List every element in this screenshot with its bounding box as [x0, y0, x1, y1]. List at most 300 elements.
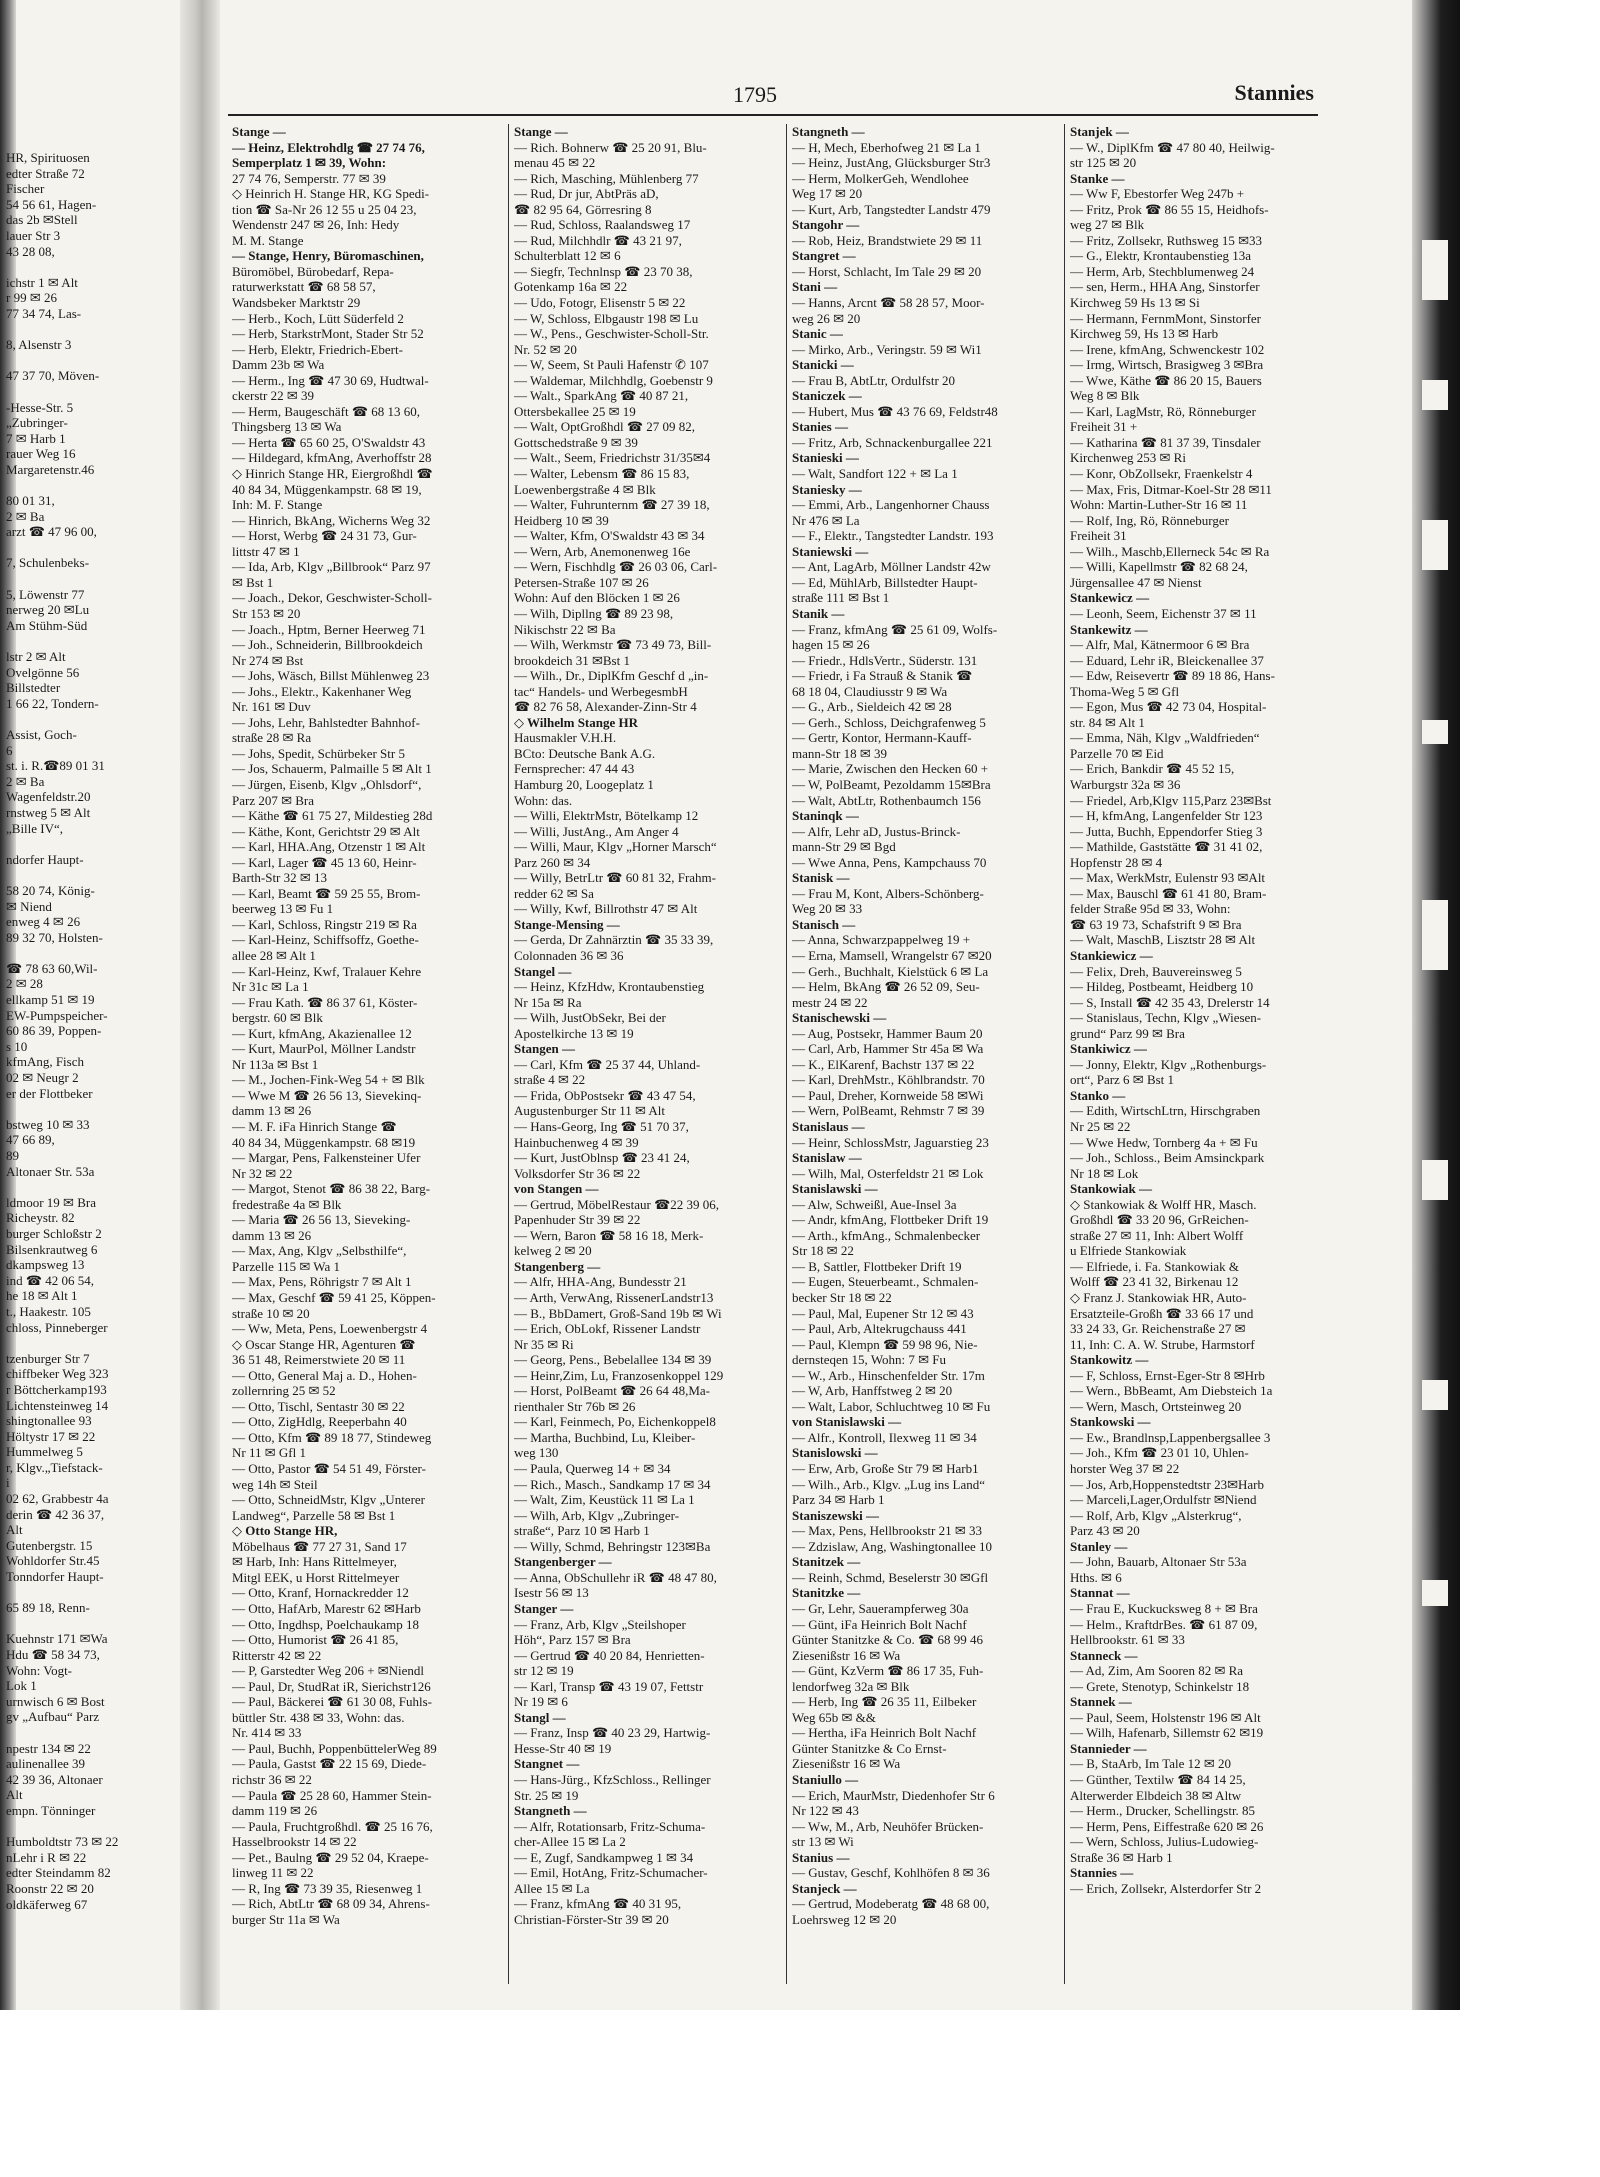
fragment-line: 5, Löwenstr 77 [6, 586, 85, 602]
directory-entry: — Frau B, AbtLtr, Ordulfstr 20 [792, 372, 956, 388]
directory-entry: Volksdorfer Str 36 ✉ 22 [514, 1165, 641, 1181]
directory-entry: 40 84 34, Müggenkampstr. 68 ✉ 19, [232, 481, 422, 497]
fragment-line: t., Haakestr. 105 [6, 1303, 91, 1319]
directory-entry: Heidberg 10 ✉ 39 [514, 512, 609, 528]
directory-entry: — Irmg, Wirtsch, Brasigweg 3 ✉Bra [1070, 357, 1264, 373]
directory-entry: — Wilh, Dipllng ☎ 89 23 98, [514, 605, 674, 621]
directory-entry: — Joh., Schneiderin, Billbrookdeich [232, 637, 423, 653]
directory-entry: Kirchenweg 253 ✉ Ri [1070, 450, 1186, 466]
fragment-line: 89 [6, 1148, 19, 1163]
directory-entry: — K., ElKarenf, Bachstr 137 ✉ 22 [792, 1056, 975, 1072]
fragment-line: Höltystr 17 ✉ 22 [6, 1428, 96, 1444]
directory-entry: straße 27 ✉ 11, Inh: Albert Wolff [1070, 1227, 1244, 1243]
directory-entry: ☎ 63 19 73, Schafstrift 9 ✉ Bra [1070, 916, 1242, 932]
column-1 [232, 124, 502, 1984]
directory-entry: — Max, Ang, Klgv „Selbsthilfe“, [232, 1243, 407, 1259]
fragment-line: Fischer [6, 181, 45, 197]
directory-entry: — Karl, Feinmech, Po, Eichenkoppel8 [514, 1414, 716, 1430]
directory-entry: mann-Str 18 ✉ 39 [792, 745, 888, 761]
fragment-line: 60 86 39, Poppen- [6, 1023, 102, 1039]
fragment-line: Hummelweg 5 [6, 1444, 83, 1460]
directory-entry: — Hildeg, Postbeamt, Heidberg 10 [1070, 979, 1254, 995]
directory-entry: — Paula, Querweg 14 + ✉ 34 [514, 1461, 671, 1477]
directory-entry: — Hertha, iFa Heinrich Bolt Nachf [792, 1725, 977, 1741]
directory-entry: Landweg“, Parzelle 58 ✉ Bst 1 [232, 1507, 396, 1523]
directory-entry: — Ida, Arb, Klgv „Billbrook“ Parz 97 [232, 559, 431, 575]
surname-heading: Stangnet — [514, 1756, 580, 1772]
fragment-line: EW-Pumpspeicher- [6, 1007, 108, 1023]
fragment-line: r 99 ✉ 26 [6, 290, 57, 306]
fragment-line: st. i. R.☎89 01 31 [6, 758, 105, 774]
directory-entry: Hainbuchenweg 4 ✉ 39 [514, 1134, 639, 1150]
directory-entry: — Grete, Stenotyp, Schinkelstr 18 [1070, 1678, 1250, 1694]
directory-entry: Hths. ✉ 6 [1070, 1569, 1122, 1585]
fragment-line: chiffbeker Weg 323 [6, 1366, 109, 1382]
directory-entry: — W., DiplKfm ☎ 47 80 40, Heilwig- [1070, 139, 1275, 155]
directory-entry: — Johs, Lehr, Bahlstedter Bahnhof- [232, 714, 420, 730]
surname-heading: Stankiwicz — [1070, 1041, 1147, 1057]
directory-entry: Barth-Str 32 ✉ 13 [232, 870, 328, 886]
directory-entry: — Paul, Dreher, Kornweide 58 ✉Wi [792, 1087, 984, 1103]
directory-entry: — Rich, AbtLtr ☎ 68 09 34, Ahrens- [232, 1896, 430, 1912]
directory-entry: — Friedr., HdlsVertr., Süderstr. 131 [792, 652, 978, 668]
directory-entry: Wohn: Auf den Blöcken 1 ✉ 26 [514, 590, 680, 606]
fragment-line: Roonstr 22 ✉ 20 [6, 1880, 94, 1896]
directory-entry: Jürgensallee 47 ✉ Nienst [1070, 574, 1202, 590]
directory-entry: — Herb, Elektr, Friedrich-Ebert- [232, 341, 403, 357]
surname-heading: Stange-Mensing — [514, 916, 620, 932]
directory-entry: — Kurt, MaurPol, Möllner Landstr [232, 1041, 416, 1057]
directory-entry: — Jos, Schauerm, Palmaille 5 ✉ Alt 1 [232, 761, 432, 777]
fragment-line [0, 711, 180, 727]
directory-entry: — Ww, Meta, Pens, Loewenbergstr 4 [232, 1321, 428, 1337]
directory-entry: — Wern, PolBeamt, Rehmstr 7 ✉ 39 [792, 1103, 985, 1119]
directory-entry: — Ww F, Ebestorfer Weg 247b + [1070, 186, 1245, 202]
surname-heading: Stanislawski — [792, 1181, 878, 1197]
directory-entry: Hopfenstr 28 ✉ 4 [1070, 854, 1163, 870]
directory-entry: Straße 36 ✉ Harb 1 [1070, 1849, 1173, 1865]
fragment-line: lstr 2 ✉ Alt [6, 649, 66, 664]
directory-entry: rienthaler Str 76b ✉ 26 [514, 1398, 636, 1414]
directory-entry: — Erich, Zollsekr, Alsterdorfer Str 2 [1070, 1880, 1262, 1896]
fragment-line: Bilsenkrautweg 6 [6, 1241, 98, 1257]
directory-entry: menau 45 ✉ 22 [514, 155, 596, 171]
directory-entry: — Walter, Kfm, O'Swaldstr 43 ✉ 34 [514, 528, 705, 544]
directory-entry: raturwerkstatt ☎ 68 58 57, [232, 279, 376, 295]
directory-entry: — Wern, Masch, Ortsteinweg 20 [1070, 1398, 1242, 1414]
surname-heading: Staniszewski — [792, 1507, 880, 1523]
directory-entry: — Eduard, Lehr iR, Bleickenallee 37 [1070, 652, 1264, 668]
directory-entry: — Ed, MühlArb, Billstedter Haupt- [792, 574, 978, 590]
directory-entry: Günter Stanitzke & Co. ☎ 68 99 46 [792, 1632, 983, 1648]
directory-entry: — Wern, Fischhdlg ☎ 26 03 06, Carl- [514, 559, 718, 575]
directory-entry: — sen, Herm., HHA Ang, Sinstorfer [1070, 279, 1260, 295]
directory-entry: — Rich., Masch., Sandkamp 17 ✉ 34 [514, 1476, 711, 1492]
directory-entry: — M. F. iFa Hinrich Stange ☎ [232, 1119, 397, 1134]
directory-entry: Hamburg 20, Loogeplatz 1 [514, 776, 654, 792]
directory-entry: — Emil, HotAng, Fritz-Schumacher- [514, 1865, 708, 1881]
directory-entry: — Paula, Fruchtgroßhdl. ☎ 25 16 76, [232, 1818, 433, 1834]
surname-heading: Stannek — [1070, 1694, 1132, 1710]
fragment-line: s 10 [6, 1038, 28, 1054]
directory-entry: bergstr. 60 ✉ Blk [232, 1010, 323, 1026]
page-gutter [180, 0, 220, 2010]
directory-entry: Nr 11 ✉ Gfl 1 [232, 1445, 306, 1461]
directory-entry: Augustenburger Str 11 ✉ Alt [514, 1103, 665, 1119]
surname-heading: Stankewitz — [1070, 621, 1148, 637]
fragment-line: „Zubringer- [6, 415, 68, 431]
directory-entry: — Max, Fris, Ditmar-Koel-Str 28 ✉11 [1070, 481, 1272, 497]
directory-entry: Hesse-Str 40 ✉ 19 [514, 1740, 612, 1756]
fragment-line: rnstweg 5 ✉ Alt [6, 804, 91, 820]
directory-entry: — Wern, Schloss, Julius-Ludowieg- [1070, 1834, 1259, 1850]
directory-entry: — Johs., Elektr., Kakenhaner Weg [232, 683, 412, 699]
fragment-line: 80 01 31, [6, 493, 55, 509]
surname-heading: Staninqk — [792, 808, 859, 824]
directory-entry: — Arth., kfmAng., Schmalenbecker [792, 1227, 981, 1243]
surname-heading: Staniewski — [792, 543, 869, 559]
surname-heading: Stangneth — [792, 124, 865, 139]
directory-entry: — W., Arb., Hinschenfelder Str. 17m [792, 1367, 985, 1383]
directory-entry: — Otto, Kfm ☎ 89 18 77, Stindeweg [232, 1429, 432, 1445]
directory-entry: — Wilh, JustObSekr, Bei der [514, 1010, 666, 1026]
directory-entry: linweg 11 ✉ 22 [232, 1865, 314, 1881]
fragment-line: dkampsweg 13 [6, 1257, 85, 1273]
directory-entry: Nr 274 ✉ Bst [232, 652, 304, 668]
fragment-line: he 18 ✉ Alt 1 [6, 1288, 78, 1304]
directory-entry: Papenhuder Str 39 ✉ 22 [514, 1212, 641, 1228]
fragment-line: lauer Str 3 [6, 227, 61, 243]
directory-entry: — Wern, Baron ☎ 58 16 18, Merk- [514, 1227, 704, 1243]
surname-heading: Stanitzek — [792, 1554, 861, 1570]
directory-entry: — Alfr, Mal, Kätnermoor 6 ✉ Bra [1070, 637, 1250, 653]
directory-entry: — Aug, Postsekr, Hammer Baum 20 [792, 1025, 983, 1041]
directory-entry: — Horst, PolBeamt ☎ 26 64 48,Ma- [514, 1383, 711, 1399]
directory-entry: mestr 24 ✉ 22 [792, 994, 868, 1010]
fragment-line: 7, Schulenbeks- [6, 555, 90, 571]
left-page-fragment [0, 150, 180, 1980]
surname-heading: Stanneck — [1070, 1647, 1138, 1663]
column-4 [1070, 124, 1340, 1984]
fragment-line: npestr 134 ✉ 22 [6, 1740, 91, 1756]
surname-heading: Stangenberg — [514, 1258, 601, 1274]
directory-entry: — Joh., Schloss., Beim Amsinckpark [1070, 1150, 1265, 1166]
fragment-line: 2 ✉ Ba [6, 508, 45, 524]
directory-entry: — Paul, Arb, Altekrugchauss 441 [792, 1321, 967, 1337]
fragment-line [0, 1179, 180, 1195]
directory-entry: — Gertrud, Modeberatg ☎ 48 68 00, [792, 1896, 990, 1912]
directory-entry: — Stange, Henry, Büromaschinen, [232, 248, 424, 264]
directory-entry: — Anna, ObSchullehr iR ☎ 48 47 80, [514, 1569, 717, 1585]
directory-entry: damm 119 ✉ 26 [232, 1803, 318, 1819]
directory-entry: mann-Str 29 ✉ Bgd [792, 839, 896, 855]
directory-entry: — Willy, Schmd, Behringstr 123✉Ba [514, 1538, 711, 1554]
directory-entry: zollernring 25 ✉ 52 [232, 1383, 336, 1399]
directory-entry: — Willi, JustAng., Am Anger 4 [514, 823, 679, 839]
directory-entry: — Jutta, Buchh, Eppendorfer Stieg 3 [1070, 823, 1263, 839]
directory-entry: Wolff ☎ 23 41 32, Birkenau 12 [1070, 1274, 1239, 1290]
directory-entry: — Wilh, Hafenarb, Sillemstr 62 ✉19 [1070, 1725, 1264, 1741]
directory-entry: — Herm, Arb, Stechblumenweg 24 [1070, 263, 1255, 279]
directory-entry: — Heinz, JustAng, Glücksburger Str3 [792, 155, 991, 171]
directory-entry: — Max, Bauschl ☎ 61 41 80, Bram- [1070, 885, 1267, 901]
directory-entry: — John, Bauarb, Altonaer Str 53a [1070, 1554, 1247, 1570]
directory-entry: straße 10 ✉ 20 [232, 1305, 310, 1321]
directory-entry: M. M. Stange [232, 232, 304, 248]
directory-entry: horster Weg 37 ✉ 22 [1070, 1461, 1180, 1477]
surname-heading: Stanies — [792, 419, 848, 435]
fragment-line: rauer Weg 16 [6, 446, 76, 462]
directory-entry: — B, StaArb, Im Tale 12 ✉ 20 [1070, 1756, 1232, 1772]
fragment-line: das 2b ✉Stell [6, 212, 78, 228]
directory-entry: fredestraße 4a ✉ Blk [232, 1196, 342, 1212]
fragment-line: Ovelgönne 56 [6, 664, 80, 680]
surname-heading: Stanischewski — [792, 1010, 887, 1026]
fragment-line: 47 66 89, [6, 1132, 55, 1148]
fragment-line: 2 ✉ 28 [6, 976, 43, 992]
fragment-line: ichstr 1 ✉ Alt [6, 274, 78, 290]
directory-entry: — Waldemar, Milchhdlg, Goebenstr 9 [514, 372, 713, 388]
directory-entry: — Frau Kath. ☎ 86 37 61, Köster- [232, 994, 418, 1010]
directory-entry: — M., Jochen-Fink-Weg 54 + ✉ Blk [232, 1072, 425, 1088]
running-head: Stannies [1234, 80, 1314, 105]
directory-entry: Petersen-Straße 107 ✉ 26 [514, 574, 649, 590]
fragment-line: -Hesse-Str. 5 [6, 399, 74, 415]
directory-entry: Nr 122 ✉ 43 [792, 1803, 859, 1819]
directory-entry: — Pet., Baulng ☎ 29 52 04, Kraepe- [232, 1849, 429, 1865]
fragment-line: r Böttcherkamp193 [6, 1381, 107, 1397]
directory-entry: — Gerda, Dr Zahnärztin ☎ 35 33 39, [514, 932, 714, 948]
directory-entry: — Walt, Sandfort 122 + ✉ La 1 [792, 466, 958, 482]
fragment-line: 77 34 74, Las- [6, 305, 82, 321]
directory-entry: — Walt, Labor, Schluchtweg 10 ✉ Fu [792, 1398, 991, 1414]
fragment-line: 6 [6, 742, 13, 758]
directory-entry: — Johs, Spedit, Schürbeker Str 5 [232, 745, 405, 761]
directory-entry: — Fritz, Zollsekr, Ruthsweg 15 ✉33 [1070, 232, 1262, 248]
directory-entry: — Siegfr, Technlnsp ☎ 23 70 38, [514, 263, 693, 279]
directory-entry: — B, Sattler, Flottbeker Drift 19 [792, 1258, 962, 1274]
directory-entry: — Ew., Brandlnsp,Lappenbergsallee 3 [1070, 1429, 1271, 1445]
directory-entry: — Herm, MolkerGeh, Wendlohee [792, 170, 969, 186]
directory-entry: — Heinr, SchlossMstr, Jaguarstieg 23 [792, 1134, 989, 1150]
directory-entry: — Rich, Masching, Mühlenberg 77 [514, 170, 699, 186]
directory-entry: Ziesenißstr 16 ✉ Wa [792, 1647, 901, 1663]
fragment-line: Tonndorfer Haupt- [6, 1569, 104, 1585]
directory-entry: Weg 8 ✉ Blk [1070, 388, 1140, 404]
fragment-line [0, 571, 180, 587]
directory-entry: — Arth, VerwAng, RissenerLandstr13 [514, 1290, 714, 1306]
directory-entry: — Max, Geschf ☎ 59 41 25, Köppen- [232, 1290, 436, 1306]
directory-entry: littstr 47 ✉ 1 [232, 543, 300, 559]
directory-entry: — Eugen, Steuerbeamt., Schmalen- [792, 1274, 979, 1290]
surname-heading: Stanisch — [792, 916, 856, 932]
directory-entry: — Hermann, FernmMont, Sinstorfer [1070, 310, 1262, 326]
directory-entry: — Alw, Schweißl, Aue-Insel 3a [792, 1196, 957, 1212]
fragment-line [0, 945, 180, 961]
directory-entry: ☎ 82 76 58, Alexander-Zinn-Str 4 [514, 699, 697, 715]
directory-entry: — R, Ing ☎ 73 39 35, Riesenweg 1 [232, 1880, 423, 1896]
directory-entry: Ziesenißstr 16 ✉ Wa [792, 1756, 901, 1772]
directory-entry: kelweg 2 ✉ 20 [514, 1243, 592, 1259]
directory-entry: — Otto, Kranf, Hornackredder 12 [232, 1585, 409, 1601]
fragment-line: urnwisch 6 ✉ Bost [6, 1693, 105, 1709]
directory-entry: Parz 260 ✉ 34 [514, 854, 591, 870]
directory-entry: Fernsprecher: 47 44 43 [514, 761, 635, 777]
directory-entry: Parz 43 ✉ 20 [1070, 1523, 1140, 1539]
directory-entry: straße 28 ✉ Ra [232, 730, 312, 746]
directory-entry: — Wwe Anna, Pens, Kampchauss 70 [792, 854, 987, 870]
surname-heading: Staniesky — [792, 481, 862, 497]
directory-entry: — Rud, Milchhdlr ☎ 43 21 97, [514, 232, 682, 248]
directory-entry: burger Str 11a ✉ Wa [232, 1911, 340, 1927]
surname-heading: Stangneth — [514, 1803, 587, 1819]
surname-heading: Stanius — [792, 1849, 850, 1865]
fragment-line: ☎ 78 63 60,Wil- [6, 960, 98, 976]
directory-entry: — E, Zugf, Sandkampweg 1 ✉ 34 [514, 1849, 694, 1865]
directory-entry: — Rich. Bohnerw ☎ 25 20 91, Blu- [514, 139, 707, 155]
directory-entry: — Franz, kfmAng ☎ 40 31 95, [514, 1896, 682, 1912]
fragment-line: 2 ✉ Ba [6, 773, 45, 789]
directory-entry: ✉ Bst 1 [232, 574, 274, 590]
fragment-line [0, 540, 180, 556]
fragment-line: Humboldtstr 73 ✉ 22 [6, 1834, 119, 1850]
fragment-line: Wohn: Vogt- [6, 1662, 73, 1678]
directory-entry: — P, Garstedter Weg 206 + ✉Niendl [232, 1663, 425, 1679]
column-3 [792, 124, 1062, 1984]
surname-heading: Stanieski — [792, 450, 859, 466]
fragment-line: Gutenbergstr. 15 [6, 1537, 93, 1553]
fragment-line: ellkamp 51 ✉ 19 [6, 992, 95, 1008]
directory-entry: — Helm., KraftdrBes. ☎ 61 87 09, [1070, 1616, 1258, 1632]
directory-entry: BCto: Deutsche Bank A.G. [514, 745, 656, 761]
fragment-line: aulinenallee 39 [6, 1756, 86, 1772]
fragment-line [0, 1616, 180, 1632]
edge-thumb-marks [1418, 200, 1452, 1800]
directory-entry: — Gerh., Buchhalt, Kielstück 6 ✉ La [792, 963, 989, 979]
surname-heading: Stanik — [792, 605, 845, 621]
directory-entry: — Günt, KzVerm ☎ 86 17 35, Fuh- [792, 1663, 984, 1679]
directory-entry: — Alfr, HHA-Ang, Bundesstr 21 [514, 1274, 687, 1290]
fragment-line: 8, Alsenstr 3 [6, 337, 72, 353]
directory-entry: — Rob, Heiz, Brandstwiete 29 ✉ 11 [792, 232, 983, 248]
fragment-line [0, 477, 180, 493]
directory-entry: ◇ Wilhelm Stange HR [514, 714, 639, 730]
fragment-line: 65 89 18, Renn- [6, 1600, 90, 1616]
directory-entry: — Otto, Pastor ☎ 54 51 49, Förster- [232, 1461, 426, 1477]
directory-entry: — Walt., Seem, Friedrichstr 31/35✉4 [514, 450, 711, 466]
directory-entry: — Mathilde, Gaststätte ☎ 31 41 02, [1070, 839, 1263, 855]
directory-entry: ort“, Parz 6 ✉ Bst 1 [1070, 1072, 1175, 1088]
fragment-line: kfmAng, Fisch [6, 1054, 84, 1070]
fragment-line [0, 384, 180, 400]
fragment-line [0, 322, 180, 338]
directory-entry: — Paul, Dr, StudRat iR, Sierichstr126 [232, 1678, 431, 1694]
directory-entry: — Edw, Reisevertr ☎ 89 18 86, Hans- [1070, 668, 1275, 684]
directory-entry: — Willi, ElektrMstr, Bötelkamp 12 [514, 808, 699, 824]
directory-entry: — Margot, Stenot ☎ 86 38 22, Barg- [232, 1181, 431, 1197]
column-divider [1064, 124, 1065, 1984]
directory-entry: — Walt, MaschB, Lisztstr 28 ✉ Alt [1070, 932, 1256, 948]
directory-entry: ckerstr 22 ✉ 39 [232, 388, 315, 404]
directory-entry: — Wwe Hedw, Tornberg 4a + ✉ Fu [1070, 1134, 1258, 1150]
fragment-line: Lichtensteinweg 14 [6, 1397, 109, 1413]
directory-entry: hagen 15 ✉ 26 [792, 637, 870, 653]
directory-entry: Mitgl EEK, u Horst Rittelmeyer [232, 1569, 400, 1585]
surname-heading: Stankowitz — [1070, 1352, 1149, 1368]
fragment-line [0, 633, 180, 649]
directory-entry: dernsteqen 15, Wohn: 7 ✉ Fu [792, 1352, 947, 1368]
directory-entry: Nr 19 ✉ 6 [514, 1694, 568, 1710]
directory-entry: — Helm, BkAng ☎ 26 52 09, Seu- [792, 979, 980, 995]
directory-entry: — Gertrud ☎ 40 20 84, Henrietten- [514, 1647, 705, 1663]
fragment-line: Billstedter [6, 680, 61, 696]
directory-entry: — Gustav, Geschf, Kohlhöfen 8 ✉ 36 [792, 1865, 990, 1881]
directory-entry: 40 84 34, Müggenkampstr. 68 ✉19 [232, 1134, 416, 1150]
directory-entry: Nr 18 ✉ Lok [1070, 1165, 1139, 1181]
directory-entry: — Franz, Arb, Klgv „Steilshoper [514, 1616, 686, 1632]
directory-entry: — Karl-Heinz, Kwf, Tralauer Kehre [232, 963, 422, 979]
surname-heading: Stanisk — [792, 870, 850, 886]
directory-entry: ◇ Franz J. Stankowiak HR, Auto- [1070, 1290, 1247, 1306]
directory-entry: Colonnaden 36 ✉ 36 [514, 947, 624, 963]
directory-entry: büttler Str. 438 ✉ 33, Wohn: das. [232, 1709, 405, 1725]
directory-entry: — Willi, Kapellmstr ☎ 82 68 24, [1070, 559, 1248, 575]
directory-entry: — Karl, Schloss, Ringstr 219 ✉ Ra [232, 916, 417, 932]
directory-entry: — Hildegard, kfmAng, Averhoffstr 28 [232, 450, 432, 466]
header-rule [228, 114, 1318, 116]
directory-entry: Parz 34 ✉ Harb 1 [792, 1492, 885, 1508]
fragment-line: HR, Spirituosen [6, 150, 90, 165]
directory-entry: Thoma-Weg 5 ✉ Gfl [1070, 683, 1180, 699]
directory-entry: — H, Mech, Eberhofweg 21 ✉ La 1 [792, 139, 981, 155]
fragment-line: Alt [6, 1787, 23, 1803]
surname-heading: von Stangen — [514, 1181, 599, 1197]
directory-entry: Ottersbekallee 25 ✉ 19 [514, 403, 636, 419]
fragment-line: ndorfer Haupt- [6, 851, 84, 867]
directory-entry: — Andr, kfmAng, Flottbeker Drift 19 [792, 1212, 989, 1228]
directory-entry: — Karl, Lager ☎ 45 13 60, Heinr- [232, 854, 417, 870]
directory-entry: — Carl, Kfm ☎ 25 37 44, Uhland- [514, 1056, 701, 1072]
directory-entry: 33 24 33, Gr. Reichenstraße 27 ✉ [1070, 1321, 1246, 1337]
directory-entry: — Walter, Lebensm ☎ 86 15 83, [514, 466, 690, 482]
directory-entry: — Elfriede, i. Fa. Stankowiak & [1070, 1258, 1239, 1274]
directory-entry: — Herm, Pens, Eiffestraße 620 ✉ 26 [1070, 1818, 1264, 1834]
directory-entry: Christian-Förster-Str 39 ✉ 20 [514, 1911, 669, 1927]
directory-entry: 11, Inh: C. A. W. Strube, Harmstorf [1070, 1336, 1255, 1352]
fragment-line: edter Steindamm 82 [6, 1865, 111, 1881]
directory-entry: cher-Allee 15 ✉ La 2 [514, 1834, 626, 1850]
surname-heading: Stangel — [514, 963, 572, 979]
directory-entry: — Otto, Ingdhsp, Poelchaukamp 18 [232, 1616, 420, 1632]
directory-entry: Nr 476 ✉ La [792, 512, 860, 528]
directory-entry: — W., Pens., Geschwister-Scholl-Str. [514, 326, 709, 342]
directory-entry: Warburgstr 32a ✉ 36 [1070, 776, 1181, 792]
directory-entry: — Herb., Koch, Lütt Süderfeld 2 [232, 310, 404, 326]
directory-entry: — Wilh, Arb, Klgv „Zubringer- [514, 1507, 680, 1523]
fragment-line [0, 259, 180, 275]
directory-entry: beerweg 13 ✉ Fu 1 [232, 901, 334, 917]
directory-entry: — Kurt, JustOblnsp ☎ 23 41 24, [514, 1150, 690, 1166]
directory-entry: — Jos, Arb,Hoppenstedtstr 23✉Harb [1070, 1476, 1264, 1492]
directory-entry: — S, Install ☎ 42 35 43, Drelerstr 14 [1070, 994, 1270, 1010]
directory-entry: — Carl, Arb, Hammer Str 45a ✉ Wa [792, 1041, 984, 1057]
directory-entry: str 13 ✉ Wi [792, 1834, 854, 1850]
surname-heading: Stanjek — [1070, 124, 1129, 139]
directory-entry: — Heinz, Elektrohdlg ☎ 27 74 76, [232, 139, 425, 155]
directory-entry: Parzelle 70 ✉ Eid [1070, 745, 1164, 761]
surname-heading: Stange — [514, 124, 568, 139]
directory-entry: — Willy, Kwf, Billrothstr 47 ✉ Alt [514, 901, 698, 917]
